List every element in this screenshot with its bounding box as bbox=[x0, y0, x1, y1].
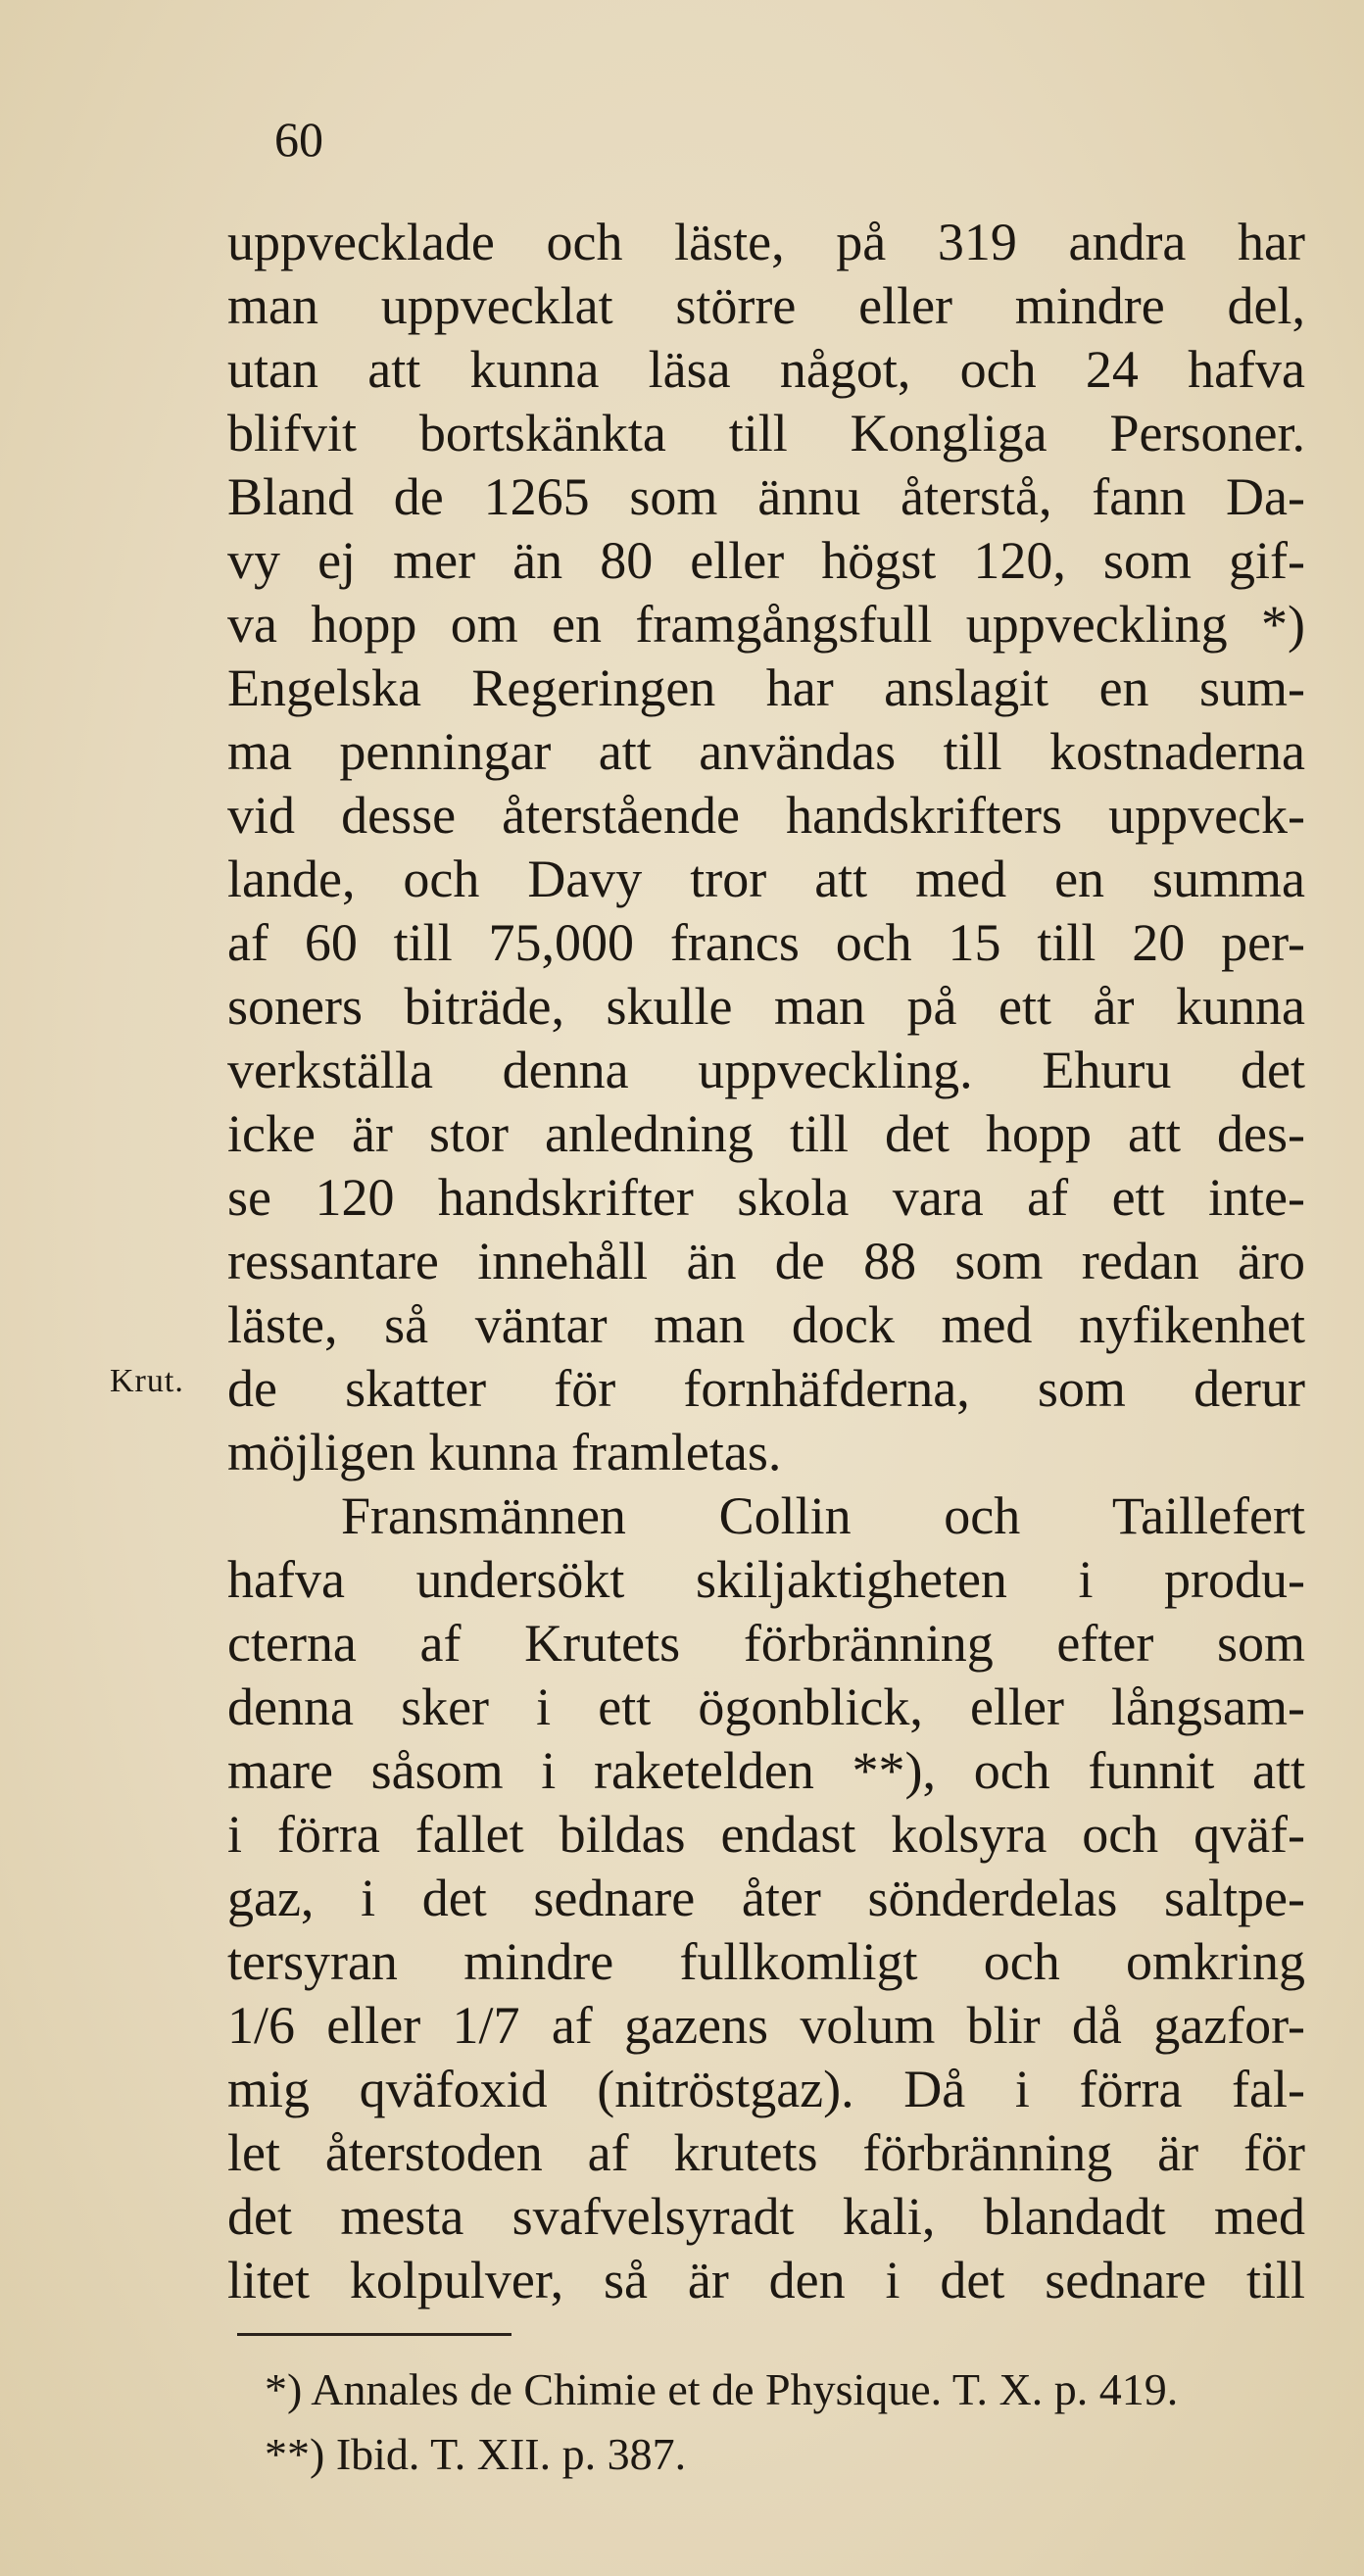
text-line: mare såsom i raketelden **), och funnit att bbox=[227, 1741, 1305, 1800]
text-line: blifvit bortskänkta till Kongliga Personer. bbox=[227, 404, 1305, 462]
text-line: 1/6 eller 1/7 af gazens volum blir då gazfor- bbox=[227, 1996, 1305, 2055]
footnote: *) Annales de Chimie et de Physique. T. X. p. 419. bbox=[265, 2364, 1179, 2414]
text-line: uppvecklade och läste, på 319 andra har bbox=[227, 213, 1305, 271]
text-line: denna sker i ett ögonblick, eller långsam- bbox=[227, 1677, 1305, 1736]
text-line: ma penningar att användas till kostnaderna bbox=[227, 722, 1305, 781]
text-line: i förra fallet bildas endast kolsyra och qväf- bbox=[227, 1805, 1305, 1864]
text-line: möjligen kunna framletas. bbox=[227, 1423, 782, 1482]
text-line: lande, och Davy tror att med en summa bbox=[227, 850, 1305, 908]
text-line: soners biträde, skulle man på ett år kunna bbox=[227, 977, 1305, 1036]
text-line: litet kolpulver, så är den i det sednare till bbox=[227, 2251, 1305, 2309]
text-line: utan att kunna läsa något, och 24 hafva bbox=[227, 340, 1305, 399]
page-number: 60 bbox=[274, 112, 323, 167]
text-line: va hopp om en framgångsfull uppveckling *) bbox=[227, 595, 1305, 654]
text-line: mig qväfoxid (nitröstgaz). Då i förra fal- bbox=[227, 2060, 1305, 2118]
text-line: det mesta svafvelsyradt kali, blandadt med bbox=[227, 2187, 1305, 2246]
text-line: cterna af Krutets förbränning efter som bbox=[227, 1614, 1305, 1673]
text-line: tersyran mindre fullkomligt och omkring bbox=[227, 1932, 1305, 1991]
text-line: Engelska Regeringen har anslagit en sum- bbox=[227, 658, 1305, 717]
text-line: icke är stor anledning till det hopp att des- bbox=[227, 1104, 1305, 1163]
footnote-divider bbox=[237, 2333, 512, 2336]
text-line: let återstoden af krutets förbränning är för bbox=[227, 2123, 1305, 2182]
text-line: af 60 till 75,000 francs och 15 till 20 per- bbox=[227, 913, 1305, 972]
text-line: vy ej mer än 80 eller högst 120, som gif- bbox=[227, 531, 1305, 590]
margin-note: Krut. bbox=[110, 1363, 184, 1399]
text-line: läste, så väntar man dock med nyfikenhet bbox=[227, 1295, 1305, 1354]
text-line: hafva undersökt skiljaktigheten i produ- bbox=[227, 1550, 1305, 1609]
text-line: se 120 handskrifter skola vara af ett inte- bbox=[227, 1168, 1305, 1227]
text-line: de skatter för fornhäfderna, som derur bbox=[227, 1359, 1305, 1418]
text-line: gaz, i det sednare åter sönderdelas saltpe- bbox=[227, 1869, 1305, 1927]
text-line: vid desse återstående handskrifters uppveck- bbox=[227, 786, 1305, 845]
text-line: Fransmännen Collin och Taillefert bbox=[341, 1486, 1305, 1545]
footnote: **) Ibid. T. XII. p. 387. bbox=[265, 2429, 687, 2479]
text-line: Bland de 1265 som ännu återstå, fann Da- bbox=[227, 467, 1305, 526]
text-line: ressantare innehåll än de 88 som redan äro bbox=[227, 1232, 1305, 1290]
text-line: man uppvecklat större eller mindre del, bbox=[227, 276, 1305, 335]
text-line: verkställa denna uppveckling. Ehuru det bbox=[227, 1041, 1305, 1099]
